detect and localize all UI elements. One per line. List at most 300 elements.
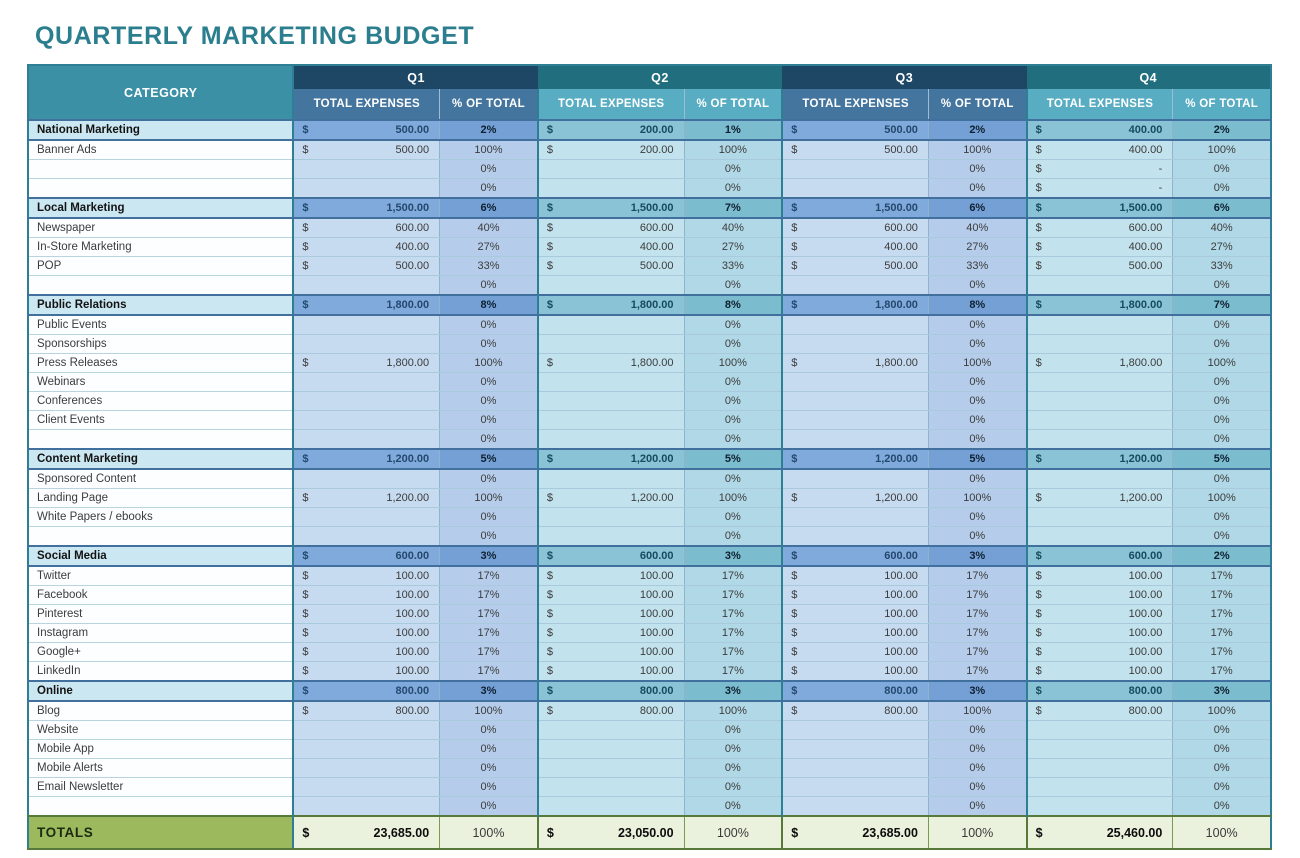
expense-cell-q2 — [538, 681, 684, 701]
expense-cell-q2 — [538, 120, 684, 140]
currency-symbol: $ — [1035, 492, 1042, 504]
expense-cell-q4 — [1027, 586, 1173, 605]
pct-of-total-cell-q3: 100% — [928, 489, 1026, 508]
expense-cell-q3 — [782, 335, 928, 354]
expense-cell-q3 — [782, 816, 928, 849]
currency-symbol: $ — [302, 299, 309, 311]
pct-of-total-header-q1: % OF TOTAL — [440, 89, 538, 120]
category-cell — [28, 276, 293, 296]
pct-of-total-cell-q4: 0% — [1173, 430, 1271, 450]
expense-amount: 1,200.00 — [630, 453, 674, 465]
expense-cell-q1 — [293, 373, 439, 392]
expense-cell-q2 — [538, 430, 684, 450]
expense-cell-q3 — [782, 140, 928, 160]
pct-of-total-cell-q1: 0% — [440, 430, 538, 450]
category-cell: Mobile Alerts — [28, 759, 293, 778]
expense-amount: 500.00 — [395, 124, 430, 136]
expense-cell-q3 — [782, 392, 928, 411]
expense-cell-q1 — [293, 508, 439, 527]
pct-of-total-cell-q3: 17% — [928, 624, 1026, 643]
pct-of-total-cell-q2: 0% — [684, 373, 782, 392]
expense-cell-q2 — [538, 373, 684, 392]
row-blank — [28, 430, 1271, 450]
expense-amount: 100.00 — [639, 570, 674, 582]
expense-amount: 100.00 — [1128, 570, 1163, 582]
expense-amount: 600.00 — [1128, 550, 1163, 562]
pct-of-total-cell-q3: 5% — [928, 449, 1026, 469]
row-social-media — [28, 546, 1271, 566]
currency-symbol: $ — [302, 627, 309, 639]
expense-amount: 1,200.00 — [875, 453, 918, 465]
expense-cell-q2 — [538, 276, 684, 296]
pct-of-total-cell-q4: 0% — [1173, 508, 1271, 527]
pct-of-total-cell-q4: 0% — [1173, 797, 1271, 817]
currency-symbol: $ — [546, 685, 553, 697]
pct-of-total-cell-q2: 17% — [684, 643, 782, 662]
expense-cell-q4 — [1027, 140, 1173, 160]
currency-symbol: $ — [546, 570, 553, 582]
currency-symbol: $ — [1035, 144, 1042, 156]
pct-of-total-cell-q3: 17% — [928, 643, 1026, 662]
category-cell: Public Relations — [28, 295, 293, 315]
pct-of-total-cell-q3: 0% — [928, 335, 1026, 354]
expense-amount: 600.00 — [395, 550, 430, 562]
pct-of-total-cell-q1: 0% — [440, 508, 538, 527]
expense-amount: 100.00 — [884, 570, 918, 582]
pct-of-total-cell-q1: 0% — [440, 759, 538, 778]
pct-of-total-cell-q1: 0% — [440, 335, 538, 354]
pct-of-total-cell-q1: 100% — [440, 354, 538, 373]
expense-amount: 100.00 — [884, 627, 918, 639]
pct-of-total-cell-q3: 0% — [928, 778, 1026, 797]
pct-of-total-cell-q3: 0% — [928, 469, 1026, 489]
expense-cell-q3 — [782, 238, 928, 257]
pct-of-total-cell-q1: 17% — [440, 605, 538, 624]
currency-symbol: $ — [546, 825, 554, 840]
expense-cell-q4 — [1027, 238, 1173, 257]
pct-of-total-cell-q3: 6% — [928, 198, 1026, 218]
pct-of-total-cell-q3: 0% — [928, 740, 1026, 759]
row-totals — [28, 816, 1271, 849]
row-press-releases — [28, 354, 1271, 373]
pct-of-total-cell-q4: 0% — [1173, 740, 1271, 759]
pct-of-total-cell-q1: 5% — [440, 449, 538, 469]
expense-amount: 400.00 — [639, 241, 674, 253]
pct-of-total-cell-q2: 17% — [684, 624, 782, 643]
currency-symbol: $ — [1035, 241, 1042, 253]
expense-amount: 400.00 — [1128, 241, 1163, 253]
currency-symbol: $ — [546, 608, 553, 620]
pct-of-total-cell-q4: 100% — [1173, 701, 1271, 721]
currency-symbol: $ — [791, 357, 798, 369]
quarter-header-q2: Q2 — [538, 65, 782, 89]
pct-of-total-cell-q1: 17% — [440, 586, 538, 605]
pct-of-total-cell-q3: 0% — [928, 179, 1026, 199]
expense-amount: 1,500.00 — [630, 202, 674, 214]
pct-of-total-cell-q2: 3% — [684, 681, 782, 701]
expense-cell-q2 — [538, 508, 684, 527]
currency-symbol: $ — [791, 299, 798, 311]
currency-symbol: $ — [791, 665, 798, 677]
expense-cell-q2 — [538, 335, 684, 354]
category-column-header: CATEGORY — [28, 65, 293, 120]
currency-symbol: $ — [1035, 570, 1042, 582]
expense-amount: 1,500.00 — [875, 202, 918, 214]
expense-cell-q4 — [1027, 179, 1173, 199]
expense-cell-q1 — [293, 276, 439, 296]
currency-symbol: $ — [1035, 163, 1042, 175]
currency-symbol: $ — [791, 241, 798, 253]
category-cell: Email Newsletter — [28, 778, 293, 797]
expense-cell-q2 — [538, 527, 684, 547]
expense-cell-q4 — [1027, 527, 1173, 547]
pct-of-total-cell-q1: 0% — [440, 373, 538, 392]
currency-symbol: $ — [302, 202, 309, 214]
expense-cell-q3 — [782, 527, 928, 547]
expense-amount: 1,200.00 — [1119, 453, 1163, 465]
currency-symbol: $ — [302, 570, 309, 582]
expense-cell-q3 — [782, 546, 928, 566]
pct-of-total-cell-q3: 0% — [928, 160, 1026, 179]
row-in-store-marketing — [28, 238, 1271, 257]
expense-cell-q3 — [782, 120, 928, 140]
currency-symbol: $ — [791, 260, 798, 272]
row-public-relations — [28, 295, 1271, 315]
expense-cell-q4 — [1027, 546, 1173, 566]
expense-cell-q3 — [782, 218, 928, 238]
pct-of-total-cell-q3: 0% — [928, 508, 1026, 527]
expense-cell-q2 — [538, 759, 684, 778]
expense-cell-q4 — [1027, 721, 1173, 740]
quarter-header-q4: Q4 — [1027, 65, 1271, 89]
currency-symbol: $ — [1035, 608, 1042, 620]
total-expenses-header-q1: TOTAL EXPENSES — [293, 89, 439, 120]
expense-amount: 100.00 — [639, 608, 674, 620]
expense-cell-q3 — [782, 198, 928, 218]
expense-cell-q2 — [538, 315, 684, 335]
pct-of-total-cell-q4: 0% — [1173, 469, 1271, 489]
category-cell: Sponsored Content — [28, 469, 293, 489]
pct-of-total-cell-q1: 0% — [440, 778, 538, 797]
expense-cell-q1 — [293, 179, 439, 199]
expense-amount: 100.00 — [1128, 646, 1163, 658]
pct-of-total-cell-q4: 5% — [1173, 449, 1271, 469]
expense-amount: 400.00 — [1128, 144, 1163, 156]
expense-cell-q1 — [293, 430, 439, 450]
pct-of-total-cell-q1: 17% — [440, 643, 538, 662]
row-local-marketing — [28, 198, 1271, 218]
expense-cell-q3 — [782, 624, 928, 643]
expense-cell-q2 — [538, 605, 684, 624]
expense-amount: 600.00 — [395, 222, 430, 234]
expense-amount: 100.00 — [639, 665, 674, 677]
expense-cell-q1 — [293, 816, 439, 849]
row-client-events — [28, 411, 1271, 430]
row-blank — [28, 179, 1271, 199]
expense-amount: 100.00 — [1128, 627, 1163, 639]
expense-cell-q4 — [1027, 276, 1173, 296]
pct-of-total-cell-q3: 3% — [928, 546, 1026, 566]
category-cell: Sponsorships — [28, 335, 293, 354]
expense-cell-q3 — [782, 411, 928, 430]
expense-cell-q4 — [1027, 392, 1173, 411]
pct-of-total-cell-q2: 17% — [684, 586, 782, 605]
pct-of-total-cell-q4: 0% — [1173, 315, 1271, 335]
pct-of-total-cell-q4: 2% — [1173, 546, 1271, 566]
pct-of-total-cell-q3: 8% — [928, 295, 1026, 315]
expense-cell-q2 — [538, 179, 684, 199]
expense-amount: 100.00 — [639, 589, 674, 601]
pct-of-total-cell-q3: 17% — [928, 605, 1026, 624]
expense-cell-q4 — [1027, 411, 1173, 430]
category-cell — [28, 179, 293, 199]
currency-symbol: $ — [1035, 705, 1042, 717]
row-banner-ads — [28, 140, 1271, 160]
expense-cell-q1 — [293, 449, 439, 469]
pct-of-total-cell-q2: 17% — [684, 605, 782, 624]
expense-amount: 23,685.00 — [862, 825, 918, 840]
pct-of-total-cell-q1: 0% — [440, 527, 538, 547]
page-title: QUARTERLY MARKETING BUDGET — [35, 22, 475, 50]
expense-cell-q4 — [1027, 681, 1173, 701]
category-cell: White Papers / ebooks — [28, 508, 293, 527]
pct-of-total-cell-q2: 8% — [684, 295, 782, 315]
expense-cell-q4 — [1027, 160, 1173, 179]
expense-cell-q3 — [782, 721, 928, 740]
pct-of-total-cell-q4: 17% — [1173, 662, 1271, 682]
category-cell: TOTALS — [28, 816, 293, 849]
expense-amount: 100.00 — [395, 665, 430, 677]
currency-symbol: $ — [302, 685, 309, 697]
pct-of-total-cell-q4: 17% — [1173, 566, 1271, 586]
expense-amount: 100.00 — [395, 589, 430, 601]
expense-cell-q1 — [293, 335, 439, 354]
pct-of-total-cell-q3: 0% — [928, 276, 1026, 296]
pct-of-total-cell-q4: 100% — [1173, 354, 1271, 373]
row-content-marketing — [28, 449, 1271, 469]
expense-amount: 800.00 — [1128, 705, 1163, 717]
pct-of-total-cell-q1: 17% — [440, 566, 538, 586]
expense-cell-q3 — [782, 489, 928, 508]
pct-of-total-cell-q3: 0% — [928, 373, 1026, 392]
expense-cell-q2 — [538, 546, 684, 566]
currency-symbol: $ — [1035, 357, 1042, 369]
expense-cell-q3 — [782, 373, 928, 392]
pct-of-total-cell-q1: 2% — [440, 120, 538, 140]
category-cell: Newspaper — [28, 218, 293, 238]
expense-amount: 800.00 — [395, 705, 430, 717]
row-blank — [28, 797, 1271, 817]
expense-amount: 400.00 — [1128, 124, 1163, 136]
pct-of-total-cell-q3: 0% — [928, 797, 1026, 817]
expense-amount: 600.00 — [639, 222, 674, 234]
pct-of-total-cell-q2: 33% — [684, 257, 782, 276]
pct-of-total-cell-q4: 40% — [1173, 218, 1271, 238]
pct-of-total-cell-q3: 33% — [928, 257, 1026, 276]
pct-of-total-cell-q3: 0% — [928, 759, 1026, 778]
expense-cell-q2 — [538, 624, 684, 643]
expense-amount: 500.00 — [395, 260, 430, 272]
expense-cell-q1 — [293, 643, 439, 662]
expense-cell-q3 — [782, 449, 928, 469]
row-white-papers-ebooks — [28, 508, 1271, 527]
currency-symbol: $ — [791, 144, 798, 156]
expense-amount: 23,685.00 — [373, 825, 430, 840]
expense-cell-q3 — [782, 662, 928, 682]
pct-of-total-cell-q4: 33% — [1173, 257, 1271, 276]
expense-cell-q2 — [538, 816, 684, 849]
expense-cell-q4 — [1027, 218, 1173, 238]
expense-amount: 1,200.00 — [875, 492, 918, 504]
pct-of-total-cell-q2: 0% — [684, 160, 782, 179]
pct-of-total-cell-q2: 100% — [684, 701, 782, 721]
pct-of-total-cell-q2: 0% — [684, 430, 782, 450]
expense-cell-q1 — [293, 662, 439, 682]
pct-of-total-cell-q1: 0% — [440, 721, 538, 740]
expense-cell-q3 — [782, 701, 928, 721]
row-mobile-app — [28, 740, 1271, 759]
row-email-newsletter — [28, 778, 1271, 797]
expense-amount: 1,200.00 — [630, 492, 674, 504]
currency-symbol: $ — [546, 627, 553, 639]
expense-cell-q4 — [1027, 430, 1173, 450]
pct-of-total-cell-q2: 0% — [684, 721, 782, 740]
currency-symbol: $ — [302, 825, 310, 840]
pct-of-total-cell-q1: 0% — [440, 740, 538, 759]
currency-symbol: $ — [546, 202, 553, 214]
expense-cell-q2 — [538, 740, 684, 759]
expense-cell-q2 — [538, 778, 684, 797]
category-cell: LinkedIn — [28, 662, 293, 682]
currency-symbol: $ — [791, 550, 798, 562]
expense-cell-q4 — [1027, 469, 1173, 489]
pct-of-total-cell-q1: 17% — [440, 624, 538, 643]
currency-symbol: $ — [791, 825, 799, 840]
pct-of-total-cell-q3: 2% — [928, 120, 1026, 140]
category-cell: National Marketing — [28, 120, 293, 140]
expense-cell-q2 — [538, 643, 684, 662]
pct-of-total-cell-q4: 100% — [1173, 816, 1271, 849]
pct-of-total-cell-q4: 17% — [1173, 624, 1271, 643]
currency-symbol: $ — [1035, 550, 1042, 562]
row-website — [28, 721, 1271, 740]
expense-amount: 600.00 — [884, 550, 918, 562]
expense-cell-q4 — [1027, 373, 1173, 392]
expense-amount: 600.00 — [639, 550, 674, 562]
pct-of-total-cell-q2: 0% — [684, 527, 782, 547]
pct-of-total-cell-q1: 0% — [440, 392, 538, 411]
expense-cell-q3 — [782, 257, 928, 276]
expense-cell-q1 — [293, 624, 439, 643]
expense-cell-q4 — [1027, 449, 1173, 469]
row-twitter — [28, 566, 1271, 586]
pct-of-total-cell-q2: 100% — [684, 489, 782, 508]
pct-of-total-cell-q4: 17% — [1173, 586, 1271, 605]
expense-cell-q4 — [1027, 198, 1173, 218]
row-sponsorships — [28, 335, 1271, 354]
currency-symbol: $ — [302, 705, 309, 717]
row-online — [28, 681, 1271, 701]
category-cell: Conferences — [28, 392, 293, 411]
pct-of-total-cell-q2: 17% — [684, 662, 782, 682]
expense-cell-q3 — [782, 469, 928, 489]
expense-cell-q4 — [1027, 759, 1173, 778]
currency-symbol: $ — [791, 202, 798, 214]
category-cell: Webinars — [28, 373, 293, 392]
expense-cell-q1 — [293, 721, 439, 740]
expense-cell-q1 — [293, 546, 439, 566]
currency-symbol: $ — [1035, 685, 1042, 697]
pct-of-total-cell-q1: 0% — [440, 469, 538, 489]
currency-symbol: $ — [791, 124, 798, 136]
pct-of-total-cell-q3: 17% — [928, 586, 1026, 605]
pct-of-total-cell-q4: 0% — [1173, 778, 1271, 797]
currency-symbol: $ — [791, 453, 798, 465]
pct-of-total-cell-q3: 0% — [928, 392, 1026, 411]
expense-amount: 1,500.00 — [1119, 202, 1163, 214]
expense-cell-q4 — [1027, 778, 1173, 797]
expense-amount: 800.00 — [1128, 685, 1163, 697]
pct-of-total-cell-q1: 3% — [440, 546, 538, 566]
currency-symbol: $ — [302, 124, 309, 136]
expense-amount: 500.00 — [884, 144, 918, 156]
pct-of-total-cell-q4: 17% — [1173, 605, 1271, 624]
pct-of-total-cell-q2: 0% — [684, 797, 782, 817]
expense-amount: 100.00 — [395, 570, 430, 582]
category-cell: Google+ — [28, 643, 293, 662]
row-conferences — [28, 392, 1271, 411]
currency-symbol: $ — [1035, 589, 1042, 601]
pct-of-total-cell-q2: 5% — [684, 449, 782, 469]
expense-amount: 800.00 — [639, 685, 674, 697]
expense-amount: 800.00 — [884, 705, 918, 717]
expense-cell-q4 — [1027, 566, 1173, 586]
currency-symbol: $ — [546, 260, 553, 272]
pct-of-total-cell-q1: 100% — [440, 816, 538, 849]
expense-amount: 600.00 — [1128, 222, 1163, 234]
expense-cell-q1 — [293, 257, 439, 276]
expense-amount: 500.00 — [395, 144, 430, 156]
expense-cell-q4 — [1027, 315, 1173, 335]
pct-of-total-cell-q4: 0% — [1173, 721, 1271, 740]
expense-cell-q2 — [538, 449, 684, 469]
currency-symbol: $ — [791, 705, 798, 717]
currency-symbol: $ — [1035, 825, 1043, 840]
expense-cell-q4 — [1027, 508, 1173, 527]
expense-cell-q4 — [1027, 740, 1173, 759]
pct-of-total-cell-q1: 17% — [440, 662, 538, 682]
currency-symbol: $ — [302, 453, 309, 465]
category-cell: Blog — [28, 701, 293, 721]
pct-of-total-cell-q4: 27% — [1173, 238, 1271, 257]
currency-symbol: $ — [1035, 182, 1042, 194]
category-cell — [28, 430, 293, 450]
row-pop — [28, 257, 1271, 276]
pct-of-total-header-q4: % OF TOTAL — [1173, 89, 1271, 120]
expense-cell-q2 — [538, 701, 684, 721]
row-instagram — [28, 624, 1271, 643]
category-cell: Pinterest — [28, 605, 293, 624]
pct-of-total-cell-q3: 3% — [928, 681, 1026, 701]
row-google — [28, 643, 1271, 662]
expense-cell-q3 — [782, 430, 928, 450]
expense-amount: 1,500.00 — [386, 202, 430, 214]
currency-symbol: $ — [546, 646, 553, 658]
category-cell: Press Releases — [28, 354, 293, 373]
category-cell: Online — [28, 681, 293, 701]
pct-of-total-cell-q4: 0% — [1173, 527, 1271, 547]
expense-cell-q2 — [538, 566, 684, 586]
